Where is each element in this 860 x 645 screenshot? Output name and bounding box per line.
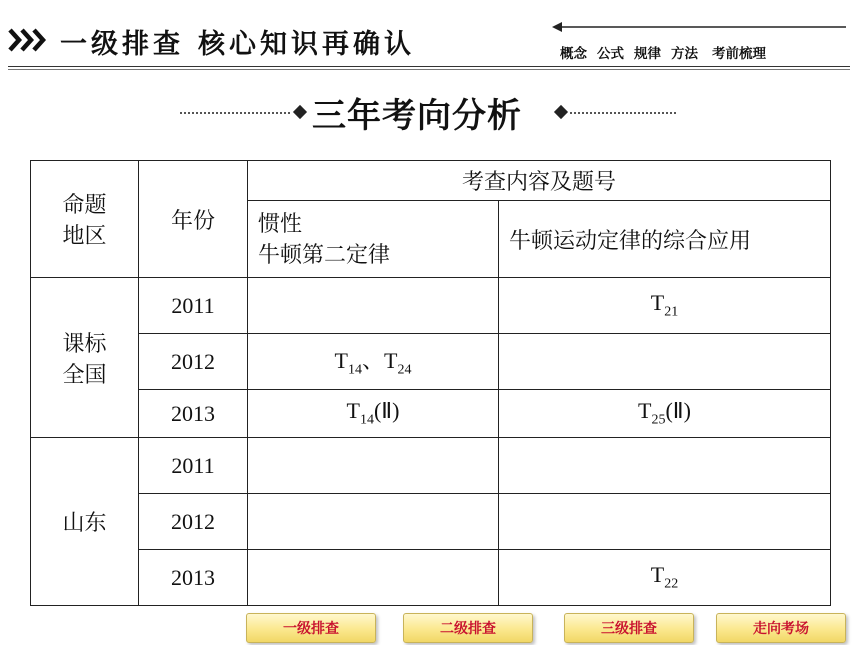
level3-check-button[interactable]: 三级排查 [564,613,694,643]
region-cell: 山东 [31,438,139,606]
col2-cell [499,334,831,390]
col1-cell: $T_{14}(Ⅱ)$ [248,390,499,438]
table-row [31,438,831,494]
region-line2: 全国 [62,362,107,388]
col2-cell [499,494,831,550]
section-heading [0,88,860,138]
header-content-group: 考查内容及题号 [248,161,831,201]
col1-cell [248,278,499,334]
header-title-part2: 核心知识再确认 [198,29,415,60]
section-title: 三年考向分析 [312,96,522,136]
col2-cell: $T_{25}(Ⅱ)$ [499,390,831,438]
header-col1-line1: 惯性 [258,212,303,237]
header-col1-line2: 牛顿第二定律 [258,243,391,268]
arrow-left-icon [552,20,846,34]
header-title [60,22,415,61]
nav-exam-review[interactable]: 考前梳理 [712,46,766,62]
level1-check-button[interactable]: 一级排查 [246,613,376,643]
col1-cell: $T_{14}$、$T_{24}$ [248,334,499,390]
top-nav [560,42,854,62]
header-title-part1: 一级排查 [60,29,184,60]
table-row [31,494,831,550]
header-divider [8,66,850,67]
col1-cell [248,494,499,550]
exam-analysis-table [30,160,831,606]
table-row [31,334,831,390]
nav-concept[interactable]: 概念 [560,46,587,62]
nav-formula[interactable]: 公式 [597,46,624,62]
year-cell: 2012 [139,494,248,550]
col2-cell: $T_{22}$ [499,550,831,606]
table-row [31,390,831,438]
year-cell: 2011 [139,278,248,334]
header-region [31,161,139,278]
diamond-left-icon [293,105,307,119]
region-line1: 课标 [62,331,107,357]
header-divider-secondary [8,69,850,70]
diamond-right-icon [554,105,568,119]
to-exam-button[interactable]: 走向考场 [716,613,846,643]
header-col-inertia [248,201,499,278]
col1-cell [248,438,499,494]
year-cell: 2013 [139,550,248,606]
table-row [31,550,831,606]
col1-cell [248,550,499,606]
year-cell: 2011 [139,438,248,494]
bottom-nav [0,610,860,645]
dotted-line-left [180,112,290,114]
nav-method[interactable]: 方法 [671,46,698,62]
region-cell [31,278,139,438]
level2-check-button[interactable]: 二级排查 [403,613,533,643]
header-region-line1: 命题 [62,193,107,218]
header-col-application: 牛顿运动定律的综合应用 [499,201,831,278]
dotted-line-right [570,112,676,114]
double-chevron-right-icon [8,27,52,53]
header [0,0,860,78]
year-cell: 2012 [139,334,248,390]
header-region-line2: 地区 [62,224,107,249]
col2-cell [499,438,831,494]
year-cell: 2013 [139,390,248,438]
nav-law[interactable]: 规律 [634,46,661,62]
table-row [31,278,831,334]
col2-cell: $T_{21}$ [499,278,831,334]
header-year: 年份 [139,161,248,278]
